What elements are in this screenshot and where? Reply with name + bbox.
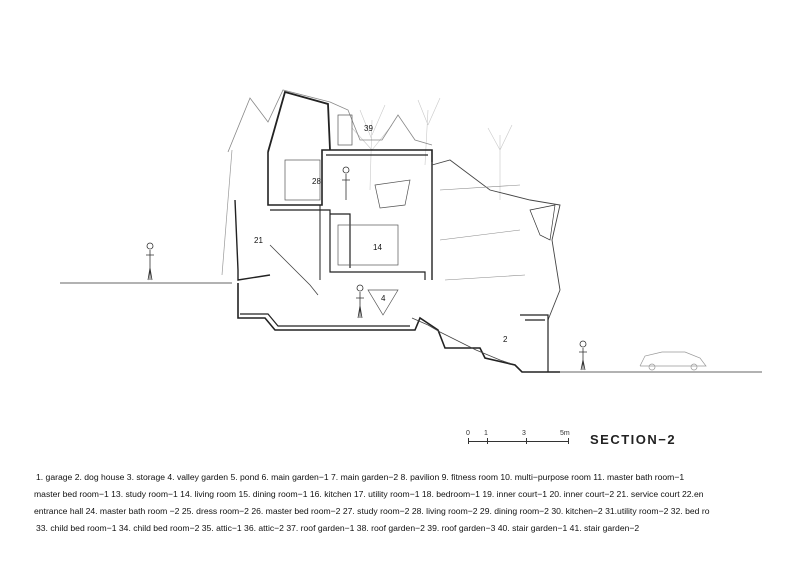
scale-segment xyxy=(568,438,569,444)
scale-line xyxy=(468,441,568,442)
legend-line: 33. child bed room−1 34. child bed room−2 35. attic−1 36. attic−2 37. roof garden−1 38. roof garden−2 39. roof garden−3 40. stair garden−1 41. stair garden−2 xyxy=(36,523,640,533)
scale-segment xyxy=(468,438,469,444)
room-number-21: 21 xyxy=(254,236,263,245)
scale-tick-label: 3 xyxy=(522,430,526,437)
legend-line: 1. garage 2. dog house 3. storage 4. valley garden 5. pond 6. main garden−1 7. main garden−2 8. pavilion 9. fitness room 10. multi−purpose room 11. master bath room−1 xyxy=(36,472,685,482)
building-details xyxy=(285,115,555,315)
scale-tick-label: 1 xyxy=(484,430,488,437)
car-outline xyxy=(640,352,706,370)
room-number-28: 28 xyxy=(312,177,321,186)
scale-segment xyxy=(526,438,527,444)
room-number-39: 39 xyxy=(364,124,373,133)
building-section xyxy=(222,90,560,372)
section-title: SECTION−2 xyxy=(590,432,677,447)
scale-tick-label: 5m xyxy=(560,430,570,437)
room-number-4: 4 xyxy=(381,294,386,303)
scale-segment xyxy=(487,438,488,444)
scale-bar xyxy=(462,430,582,452)
room-number-2: 2 xyxy=(503,335,508,344)
legend-line: entrance hall 24. master bath room −2 25. dress room−2 26. master bed room−2 27. study room−2 28. living room−2 29. dining room−2 30. kitchen−2 31.utility room−2 32. bed ro xyxy=(34,506,710,516)
ground-line xyxy=(60,283,762,372)
room-number-14: 14 xyxy=(373,243,382,252)
legend-line: master bed room−1 13. study room−1 14. living room 15. dining room−1 16. kitchen 17. utility room−1 18. bedroom−1 19. inner court−1 20. inner court−2 21. service court 22.en xyxy=(34,489,704,499)
scale-tick-label: 0 xyxy=(466,430,470,437)
